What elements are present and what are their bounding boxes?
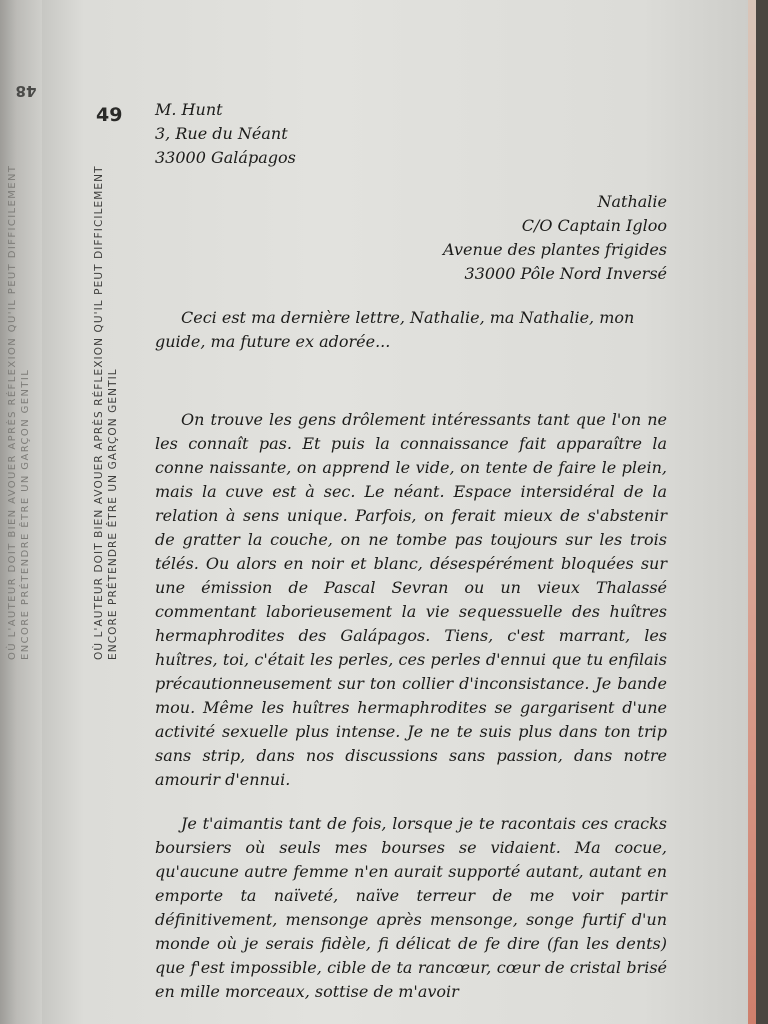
recipient-address	[155, 190, 667, 286]
page-edge-strip	[748, 0, 756, 1024]
page-number: 49	[96, 104, 123, 126]
recipient-co: C/O Captain Igloo	[521, 216, 667, 235]
left-page-edge	[0, 0, 42, 1024]
running-head-line2: ENCORE PRÉTENDRE ÊTRE UN GARÇON GENTIL	[107, 368, 119, 660]
recipient-name: Nathalie	[597, 192, 667, 211]
paragraph-2: Je t'aimantis tant de fois, lorsque je te racontais ces cracks boursiers où seuls mes bourses se vidaient. Ma cocue, qu'aucune autre femme n'en aurait supporté autant, autant en emporte ta naïveté, naïve terreur de me voir partir définitivement, mensonge après mensonge, songe furtif d'un monde où je serais fidèle, fi délicat de fe dire (fan les dents) que f'est impossible, cible de ta rancœur, cœur de cristal brisé en mille morceaux, sottise de m'avoir	[155, 814, 667, 1001]
page-content	[155, 98, 667, 1020]
recipient-city: 33000 Pôle Nord Inversé	[464, 264, 667, 283]
left-running-head-line1: OÙ L'AUTEUR DOIT BIEN AVOUER APRÈS RÉFLEXION QU'IL PEUT DIFFICILEMENT	[7, 164, 18, 660]
paragraph-1: On trouve les gens drôlement intéressants tant que l'on ne les connaît pas. Et puis la connaissance fait apparaître la conne naissante, on apprend le vide, on tente de faire le plein, mais la cuve est à sec. Le néant. Espace intersidéral de la relation à sens unique. Parfois, on ferait mieux de s'abstenir de gratter la couche, on ne tombe pas toujours sur les trois télés. Ou alors en noir et blanc, désespérément bloquées sur une émission de Pascal Sevran ou un vieux Thalassé commentant laborieusement la vie sequessuelle des huîtres hermaphrodites des Galápagos. Tiens, c'est marrant, les huîtres, toi, c'était les perles, ces perles d'ennui que tu enfilais précautionneusement sur ton collier d'inconsistance. Je bande mou. Même les huîtres hermaphrodites se gargarisent d'une activité sexuelle plus intense. Je ne te suis plus dans ton trip sans strip, dans nos discussions sans passion, dans notre amourir d'ennui.	[155, 410, 667, 789]
running-head-line1: OÙ L'AUTEUR DOIT BIEN AVOUER APRÈS RÉFLEXION QU'IL PEUT DIFFICILEMENT	[93, 165, 105, 660]
sender-address	[155, 98, 667, 170]
sender-street: 3, Rue du Néant	[155, 124, 288, 143]
salutation: Ceci est ma dernière lettre, Nathalie, ma Nathalie, mon guide, ma future ex adorée...	[155, 308, 635, 351]
background-edge	[756, 0, 768, 1024]
left-running-head	[6, 120, 32, 660]
left-running-head-line2: ENCORE PRÉTENDRE ÊTRE UN GARÇON GENTIL	[20, 368, 31, 660]
sender-name: M. Hunt	[155, 100, 223, 119]
recipient-street: Avenue des plantes frigides	[443, 240, 667, 259]
sender-city: 33000 Galápagos	[155, 148, 296, 167]
running-head	[92, 140, 132, 660]
left-page-number: 48	[15, 82, 37, 100]
